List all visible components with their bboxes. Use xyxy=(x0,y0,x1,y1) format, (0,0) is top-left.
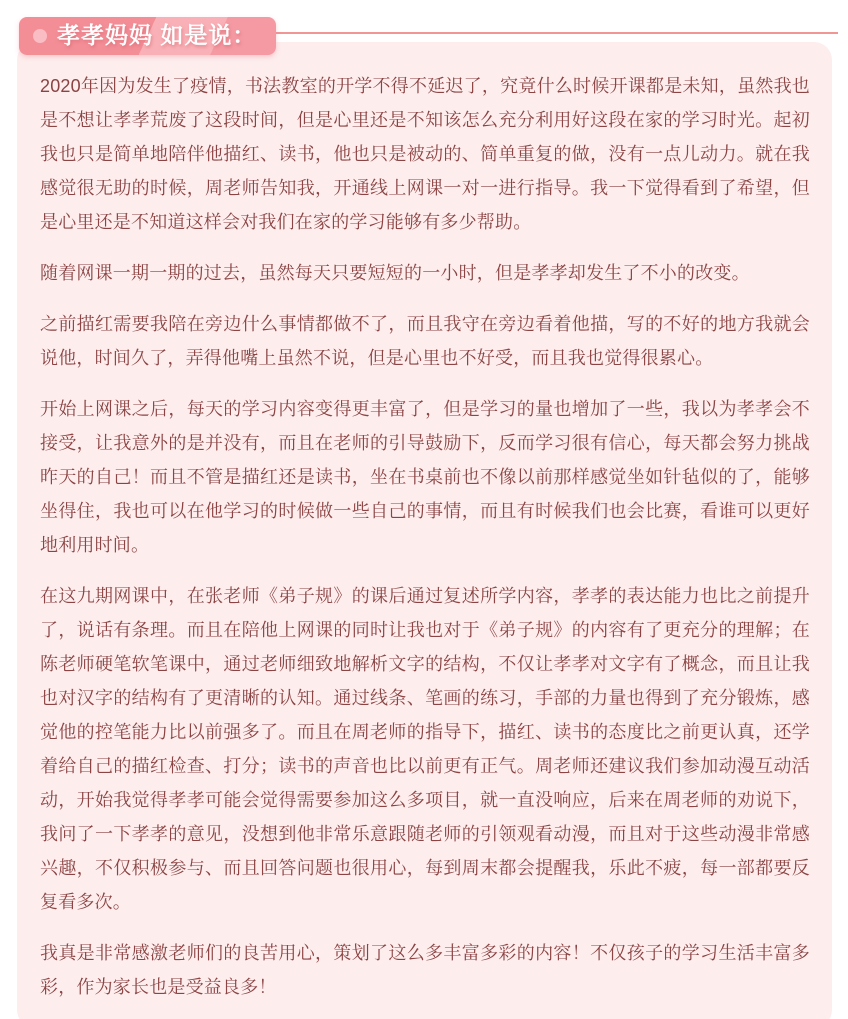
testimonial-article xyxy=(40,69,810,1004)
testimonial-panel xyxy=(17,42,832,1019)
section-title-badge xyxy=(19,17,276,55)
testimonial-paragraph: 2020年因为发生了疫情，书法教室的开学不得不延迟了，究竟什么时候开课都是未知，虽然我也是不想让孝孝荒废了这段时间，但是心里还是不知该怎么充分利用好这段在家的学习时光。起初我也只是简单地陪伴他描红、读书，他也只是被动的、简单重复的做，没有一点儿动力。就在我感觉很无助的时候，周老师告知我，开通线上网课一对一进行指导。我一下觉得看到了希望，但是心里还是不知道这样会对我们在家的学习能够有多少帮助。 xyxy=(40,76,810,232)
testimonial-paragraph: 我真是非常感激老师们的良苦用心，策划了这么多丰富多彩的内容！不仅孩子的学习生活丰富多彩，作为家长也是受益良多！ xyxy=(40,943,810,997)
testimonial-paragraph: 之前描红需要我陪在旁边什么事情都做不了，而且我守在旁边看着他描，写的不好的地方我就会说他，时间久了，弄得他嘴上虽然不说，但是心里也不好受，而且我也觉得很累心。 xyxy=(40,314,810,368)
section-title: 孝孝妈妈 如是说： xyxy=(57,21,257,48)
header-divider-line xyxy=(252,32,838,34)
testimonial-paragraph: 随着网课一期一期的过去，虽然每天只要短短的一小时，但是孝孝却发生了不小的改变。 xyxy=(40,263,750,283)
testimonial-paragraph: 开始上网课之后，每天的学习内容变得更丰富了，但是学习的量也增加了一些，我以为孝孝会不接受，让我意外的是并没有，而且在老师的引导鼓励下，反而学习很有信心，每天都会努力挑战昨天的自己！而且不管是描红还是读书，坐在书桌前也不像以前那样感觉坐如针毡似的了，能够坐得住，我也可以在他学习的时候做一些自己的事情，而且有时候我们也会比赛，看谁可以更好地利用时间。 xyxy=(40,399,810,555)
testimonial-paragraph: 在这九期网课中，在张老师《弟子规》的课后通过复述所学内容，孝孝的表达能力也比之前提升了，说话有条理。而且在陪他上网课的同时让我也对于《弟子规》的内容有了更充分的理解；在陈老师硬笔软笔课中，通过老师细致地解析文字的结构，不仅让孝孝对文字有了概念，而且让我也对汉字的结构有了更清晰的认知。通过线条、笔画的练习，手部的力量也得到了充分锻炼，感觉他的控笔能力比以前强多了。而且在周老师的指导下，描红、读书的态度比之前更认真，还学着给自己的描红检查、打分；读书的声音也比以前更有正气。周老师还建议我们参加动漫互动活动，开始我觉得孝孝可能会觉得需要参加这么多项目，就一直没响应，后来在周老师的劝说下，我问了一下孝孝的意见，没想到他非常乐意跟随老师的引领观看动漫，而且对于这些动漫非常感兴趣，不仅积极参与、而且回答问题也很用心，每到周末都会提醒我，乐此不疲，每一部都要反复看多次。 xyxy=(40,586,810,912)
circle-dot-icon xyxy=(33,29,47,43)
